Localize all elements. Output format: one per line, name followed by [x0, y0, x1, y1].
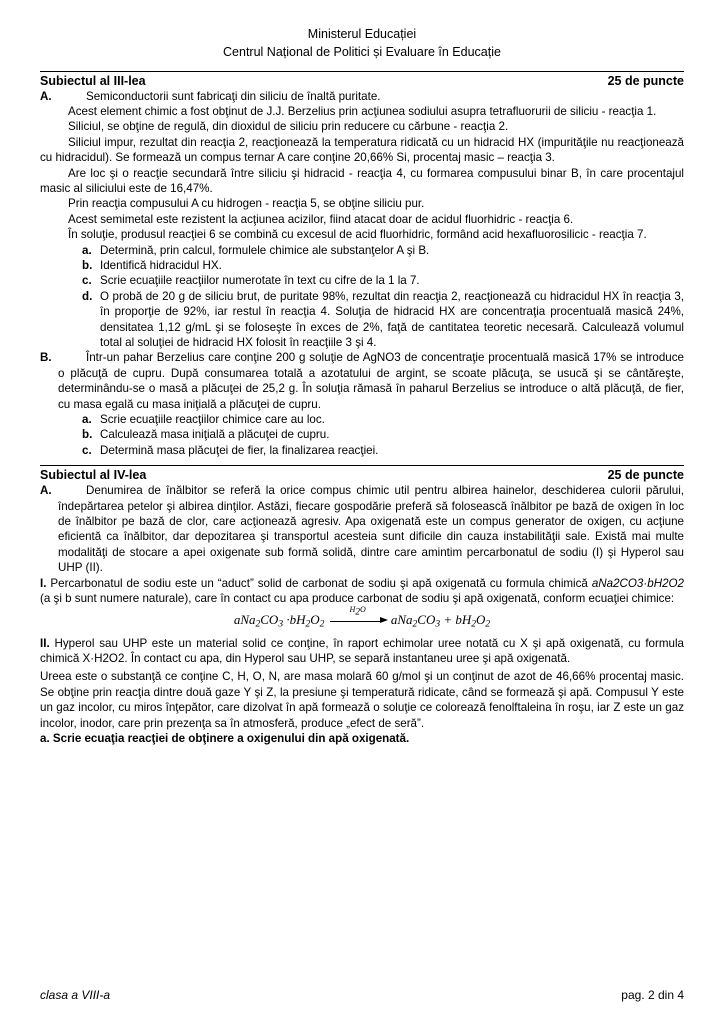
subject-4-body	[40, 483, 684, 746]
subject-4-title: Subiectul al IV-lea	[40, 468, 147, 483]
list-item	[40, 273, 684, 288]
part-a-paragraph-7: Acest semimetal este rezistent la acţiunea acizilor, fiind atacat doar de acidul fluorhidric - reacţia 6.	[68, 212, 574, 226]
list-item	[40, 289, 684, 351]
subject-4-heading	[40, 468, 684, 482]
reaction-arrow-icon	[328, 604, 388, 628]
section-I-formula: aNa2CO3·bH2O2	[591, 576, 684, 590]
part-a-label: A.	[40, 89, 52, 103]
item-mark: d.	[82, 289, 93, 303]
subject-3-part-b-items	[40, 412, 684, 458]
section-II	[40, 636, 684, 667]
section-II-label: II.	[40, 636, 50, 650]
list-item	[40, 243, 684, 258]
section-I-text: Percarbonatul de sodiu este un “aduct” solid de carbonat de sodiu şi apă oxigenată cu formula chimică	[50, 576, 588, 590]
item-text: O probă de 20 g de siliciu brut, de puritate 98%, rezultat din reacţia 2, reacţionează cu hidracidul HX în reacţia 3, în proporţie de 92%, iar restul în reacţia 4. Soluţia de hidracid HX are concentraţia procentuală masică 24%, densitatea 1,12 g/mL şi se foloseşte în exces de 2%, faţă de cantitatea teoretic necesară. Calculează volumul total al soluţiei de hidracid HX folosit în reacţiile 3 şi 4.	[100, 289, 684, 349]
item-text: Identifică hidracidul HX.	[100, 258, 222, 272]
subject-3-title: Subiectul al III-lea	[40, 73, 146, 88]
subject-3-points: 25 de puncte	[607, 73, 684, 88]
subject-3-body	[40, 89, 684, 459]
section-urea-text: Ureea este o substanţă ce conţine C, H, O, N, are masa molară 60 g/mol şi un conţinut de azot de 46,66% procentaj masic. Se obţine prin reacţia dintre două gaze Y şi Z, la presiune şi temperatură ridicate, când se formează şi apă. Compusul Y este un gaz incolor, cu miros înţepător, care dizolvat în apă formează o soluţie ce colorează fenolftaleina în roşu, iar Z este un gaz incolor, inodor, care prin prezenţa sa în atmosferă, produce „efect de seră”.	[40, 670, 684, 730]
subject-3-heading	[40, 74, 684, 88]
section-I-label: I.	[40, 576, 47, 590]
part-a-label-4: A.	[40, 484, 52, 498]
equation-right: $aNa_2CO_3 + bH_2O_2$	[390, 611, 491, 629]
footer-class: clasa a VIII-a	[40, 988, 111, 1002]
list-item	[40, 412, 684, 427]
item-text: Calculează masa iniţială a plăcuţei de cupru.	[100, 428, 330, 442]
part-a-paragraph-3: Siliciul, se obţine de regulă, din dioxidul de siliciu prin reducere cu cărbune - reacţia 2.	[68, 120, 509, 134]
item-text: Scrie ecuaţiile reacţiilor numerotate în text cu cifre de la 1 la 7.	[100, 274, 420, 288]
equation-left: $aNa_2CO_3 \cdot bH_2O_2$	[233, 611, 325, 629]
section-I	[40, 576, 684, 607]
part-a-paragraph-1: Semiconductorii sunt fabricaţi din siliciu de înaltă puritate.	[86, 89, 381, 103]
section-I-text-2: (a şi b sunt numere naturale), care în contact cu apa produce carbonat de sodiu şi apă oxigenată, conform ecuaţiei chimice:	[40, 592, 675, 606]
question-a-label: a.	[40, 731, 50, 745]
footer-page-number: pag. 2 din 4	[621, 988, 684, 1002]
list-item	[40, 258, 684, 273]
section-II-text: Hyperol sau UHP este un material solid ce conţine, în raport echimolar uree notată cu X şi apă oxigenată, cu formula chimică X·H2O2. În contact cu apa, din Hyperol sau UHP, se separă instantaneu uree şi apă oxigenată.	[40, 636, 684, 665]
question-a-text: Scrie ecuaţia reacţiei de obţinere a oxigenului din apă oxigenată.	[52, 731, 410, 745]
subject-3-part-a-items	[40, 243, 684, 351]
subject-4-part-a	[40, 483, 684, 575]
item-text: Scrie ecuaţiile reacţiilor chimice care au loc.	[100, 413, 325, 427]
arrow-label: H2O	[349, 604, 366, 617]
part-a-text-4: Denumirea de înălbitor se referă la orice compus chimic util pentru albirea hainelor, deschiderea culorii părului, îndepărtarea petelor şi albirea dinţilor. Astăzi, fiecare gospodărie preferă să folosească înălbitor pe bază de oxigen în loc de înălbitor pe bază de clor, care acţionează agresiv. Apa oxigenată este un compus generator de oxigen, cu acţiune eficientă ca înălbitor, dar depozitarea şi transportul acesteia sunt dificile din cauza instabilităţii sale. Există mai multe modalităţi de stocare a apei oxigenate sub formă solidă, dintre care amintim percarbonatul de sodiu (I) şi Hyperol sau UHP (II).	[58, 484, 684, 575]
part-b-label: B.	[40, 351, 52, 365]
item-mark: b.	[82, 258, 93, 272]
part-a-paragraph-2: Acest element chimic a fost obţinut de J.J. Berzelius prin acţiunea sodiului asupra tetrafluorurii de siliciu - reacţia 1.	[68, 104, 657, 118]
question-a	[40, 731, 684, 746]
item-mark: a.	[82, 243, 92, 257]
item-mark: c.	[82, 443, 92, 457]
divider-subject-3	[40, 71, 684, 72]
part-a-paragraph-6: Prin reacţia compusului A cu hidrogen - reacţia 5, se obţine siliciu pur.	[68, 197, 425, 211]
divider-subject-4	[40, 465, 684, 466]
part-a-paragraph-5: Are loc şi o reacţie secundară între siliciu şi hidracid - reacţia 4, cu formarea compusului binar B, în care procentajul masic al siliciului este de 16,47%.	[40, 166, 684, 195]
subject-3-part-b	[40, 350, 684, 412]
document-header	[40, 26, 684, 62]
item-mark: c.	[82, 274, 92, 288]
part-a-paragraph-8: În soluţie, produsul reacţiei 6 se combină cu excesul de acid fluorhidric, formând acid hexafluorosilicic - reacţia 7.	[68, 228, 647, 242]
header-line-1: Ministerul Educației	[307, 27, 417, 41]
header-line-2: Centrul Național de Politici și Evaluare în Educație	[223, 44, 501, 59]
chemical-equation	[40, 604, 684, 631]
item-text: Determină, prin calcul, formulele chimice ale substanţelor A şi B.	[100, 243, 430, 257]
list-item	[40, 443, 684, 458]
item-text: Determină masa plăcuţei de fier, la finalizarea reacţiei.	[100, 443, 379, 457]
list-item	[40, 427, 684, 442]
item-mark: a.	[82, 413, 92, 427]
item-mark: b.	[82, 428, 93, 442]
page-footer	[40, 988, 684, 1002]
part-a-paragraph-4: Siliciul impur, rezultat din reacţia 2, reacţionează la temperatura ridicată cu un hidracid HX (impurităţile nu reacţionează cu hidracidul). Se formează un compus ternar A care conţine 20,66% Si, procentaj masic – reacţia 3.	[40, 135, 684, 165]
subject-3-part-a	[40, 89, 684, 104]
subject-4-points: 25 de puncte	[607, 468, 684, 483]
part-b-text: Într-un pahar Berzelius care conţine 200 g soluţie de AgNO3 de concentraţie procentuală masică 17% se introduce o plăcuţă de cupru. După consumarea totală a azotatului de argint, se scoate plăcuţa, se usucă şi se cântăreşte, determinându-se o masă a plăcuţei de 25,2 g. În soluţia rămasă în paharul Berzelius se introduce o altă plăcuţă, de fier, cu masa egală cu masa iniţială a plăcuţei de cupru.	[58, 351, 684, 411]
